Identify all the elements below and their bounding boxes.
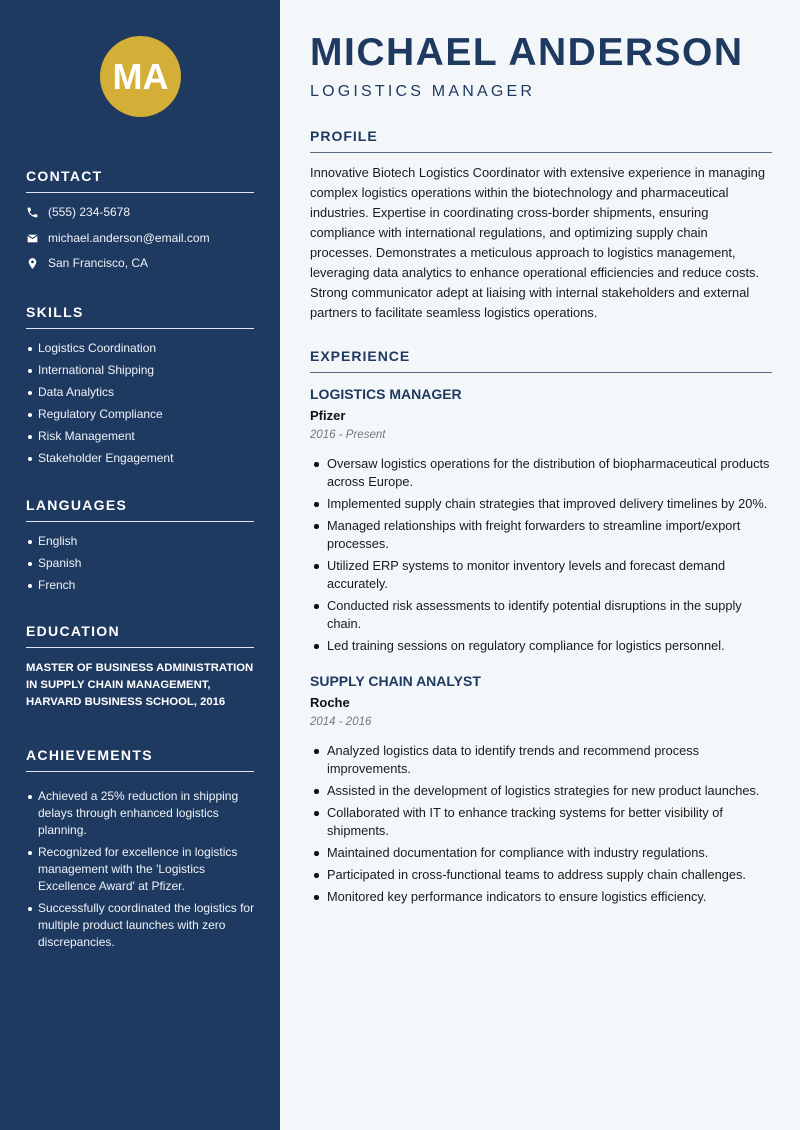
- contact-phone: [26, 205, 130, 219]
- job-company: Pfizer: [310, 408, 346, 423]
- job-bullets: [310, 455, 772, 655]
- language-item: English: [26, 533, 258, 550]
- job-bullet: Collaborated with IT to enhance tracking systems for better visibility of shipments.: [310, 804, 772, 840]
- languages-list: [26, 533, 258, 599]
- skill-item: Stakeholder Engagement: [26, 450, 258, 467]
- contact-heading: CONTACT: [26, 168, 254, 193]
- job-bullet: Implemented supply chain strategies that improved delivery timelines by 20%.: [310, 495, 772, 513]
- phone-icon: [26, 206, 39, 219]
- job-company: Roche: [310, 695, 350, 710]
- skill-item: Data Analytics: [26, 384, 258, 401]
- job-bullet: Conducted risk assessments to identify potential disruptions in the supply chain.: [310, 597, 772, 633]
- avatar: MA: [100, 36, 181, 117]
- candidate-name: MICHAEL ANDERSON: [310, 31, 744, 74]
- job-bullet: Utilized ERP systems to monitor inventory levels and forecast demand accurately.: [310, 557, 772, 593]
- skills-list: [26, 340, 258, 472]
- job-title: LOGISTICS MANAGER: [310, 386, 462, 402]
- job-entry: [310, 673, 772, 910]
- email-text: michael.anderson@email.com: [48, 231, 210, 245]
- email-icon: [26, 232, 39, 245]
- job-bullet: Assisted in the development of logistics strategies for new product launches.: [310, 782, 772, 800]
- skill-item: Logistics Coordination: [26, 340, 258, 357]
- languages-heading: LANGUAGES: [26, 497, 254, 522]
- job-title: SUPPLY CHAIN ANALYST: [310, 673, 481, 689]
- job-bullet: Oversaw logistics operations for the distribution of biopharmaceutical products across Europe.: [310, 455, 772, 491]
- job-bullet: Analyzed logistics data to identify trends and recommend process improvements.: [310, 742, 772, 778]
- experience-heading: EXPERIENCE: [310, 348, 772, 373]
- language-item: Spanish: [26, 555, 258, 572]
- achievement-item: Recognized for excellence in logistics management with the 'Logistics Excellence Award' at Pfizer.: [26, 844, 258, 895]
- job-bullet: Led training sessions on regulatory compliance for logistics personnel.: [310, 637, 772, 655]
- job-bullet: Monitored key performance indicators to ensure logistics efficiency.: [310, 888, 772, 906]
- education-heading: EDUCATION: [26, 623, 254, 648]
- achievements-list: [26, 788, 258, 956]
- job-bullet: Managed relationships with freight forwarders to streamline import/export processes.: [310, 517, 772, 553]
- education-text: MASTER OF BUSINESS ADMINISTRATION IN SUPPLY CHAIN MANAGEMENT, HARVARD BUSINESS SCHOOL, 2016: [26, 662, 254, 708]
- skill-item: Risk Management: [26, 428, 258, 445]
- job-dates: 2014 - 2016: [310, 716, 372, 728]
- language-item: French: [26, 577, 258, 594]
- skill-item: International Shipping: [26, 362, 258, 379]
- skills-heading: SKILLS: [26, 304, 254, 329]
- achievements-heading: ACHIEVEMENTS: [26, 747, 254, 772]
- achievement-item: Successfully coordinated the logistics for multiple product launches with zero discrepancies.: [26, 900, 258, 951]
- profile-text: Innovative Biotech Logistics Coordinator with extensive experience in managing complex logistics operations within the biotechnology and pharmaceutical industries. Expertise in coordinating cross-border shipments, ensuring compliance with international regulations, and optimizing supply chain processes. Demonstrates a meticulous approach to logistics management, leveraging data analytics to enhance operational efficiencies and reduce costs. Strong communicator adept at liaising with internal stakeholders and external partners to facilitate seamless logistics operations.: [310, 165, 766, 320]
- phone-text: (555) 234-5678: [48, 205, 131, 219]
- candidate-title: LOGISTICS MANAGER: [310, 83, 536, 100]
- job-bullet: Maintained documentation for compliance with industry regulations.: [310, 844, 772, 862]
- achievement-item: Achieved a 25% reduction in shipping delays through enhanced logistics planning.: [26, 788, 258, 839]
- job-bullet: Participated in cross-functional teams to address supply chain challenges.: [310, 866, 772, 884]
- sidebar: [0, 0, 280, 1130]
- job-dates: 2016 - Present: [310, 429, 386, 441]
- location-pin-icon: [26, 257, 39, 270]
- job-bullets: [310, 742, 772, 906]
- job-entry: [310, 386, 772, 659]
- skill-item: Regulatory Compliance: [26, 406, 258, 423]
- location-text: San Francisco, CA: [48, 256, 149, 270]
- profile-heading: PROFILE: [310, 128, 772, 153]
- contact-location: [26, 256, 148, 270]
- contact-email: [26, 231, 210, 245]
